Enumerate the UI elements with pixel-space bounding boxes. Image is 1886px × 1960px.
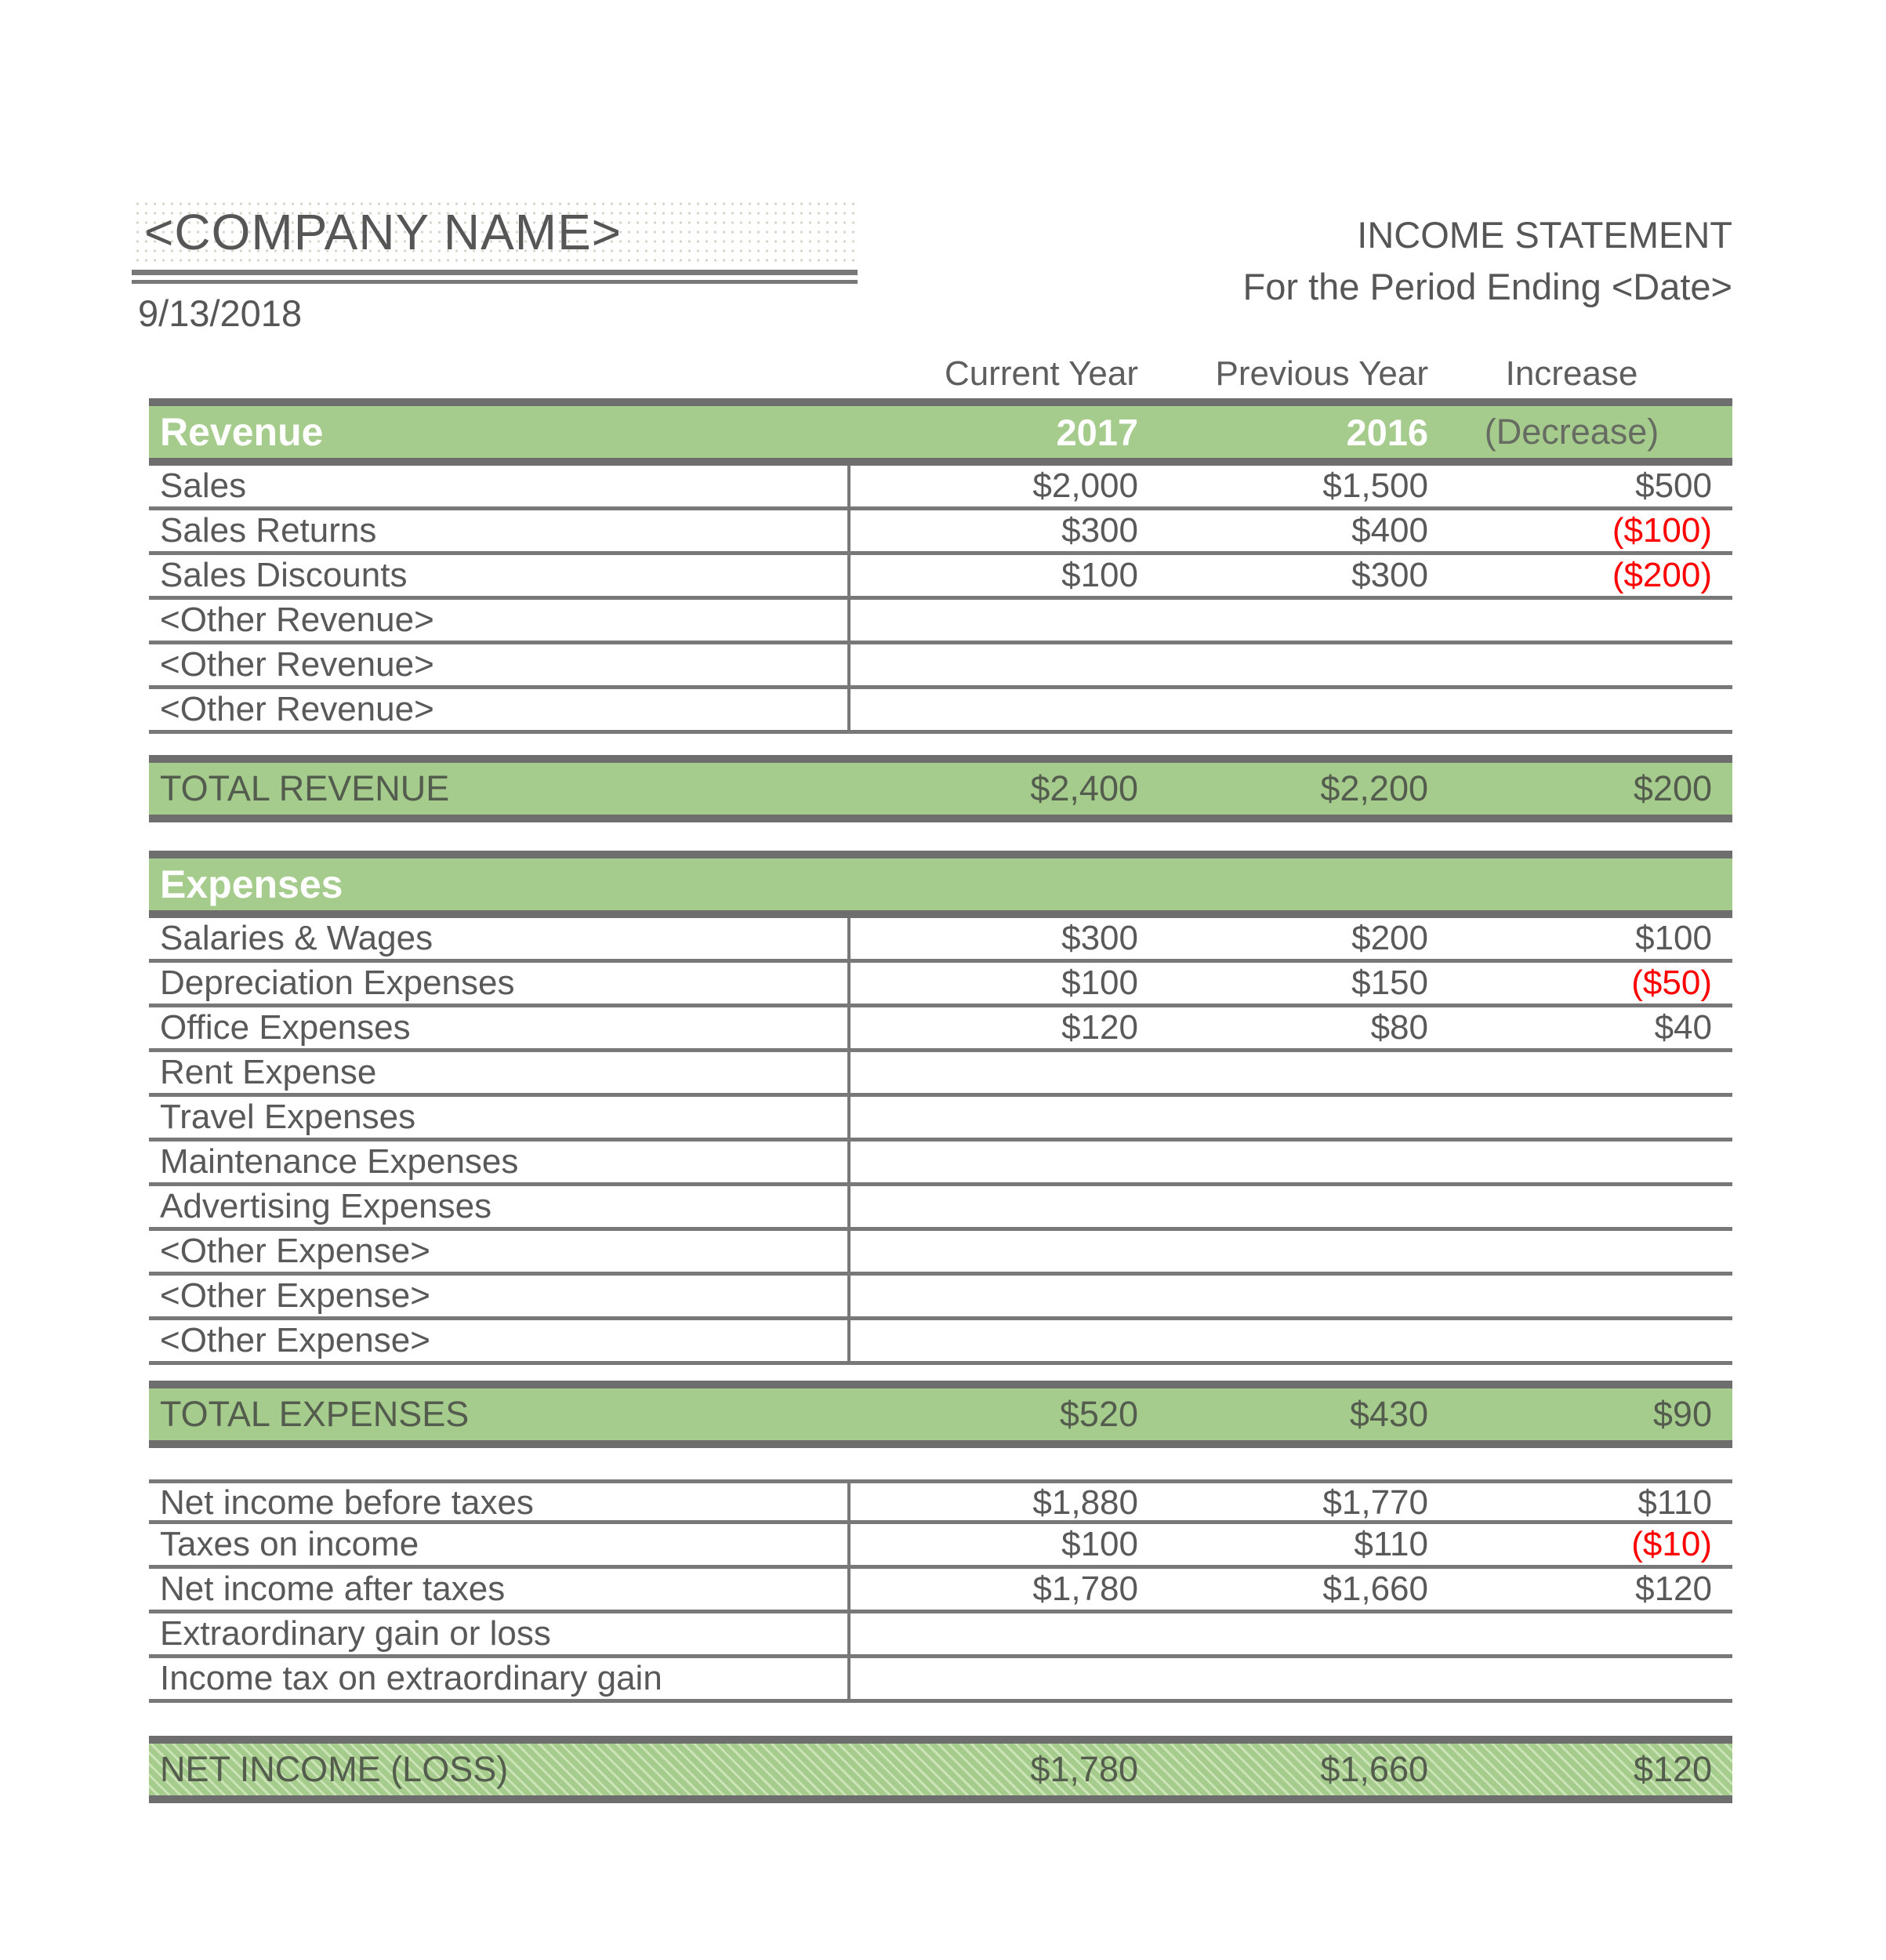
- section-gap: [149, 1365, 1732, 1381]
- cell-current: $1,780: [1032, 1570, 1138, 1608]
- cell-previous: $1,500: [1322, 466, 1428, 505]
- revenue-section-header: [149, 398, 1732, 466]
- cell-previous: $80: [1370, 1008, 1428, 1047]
- row-rent-expense: [149, 1052, 1732, 1097]
- column-header-current-year: Current Year: [944, 354, 1138, 393]
- cell-previous: $300: [1351, 556, 1428, 594]
- row-salaries-wages: [149, 918, 1732, 963]
- cell-change-negative: ($200): [1612, 556, 1712, 594]
- column-headers: [149, 354, 1732, 398]
- row-taxes-on-income: [149, 1524, 1732, 1569]
- document-subtitle: For the Period Ending <Date>: [1242, 266, 1732, 307]
- cell-previous: $200: [1351, 919, 1428, 957]
- cell-label: Rent Expense: [149, 1052, 851, 1093]
- cell-label: <Other Revenue>: [149, 644, 851, 685]
- section-title: Expenses: [160, 862, 343, 906]
- cell-change: $500: [1635, 466, 1712, 505]
- cell-previous: $400: [1351, 511, 1428, 550]
- expenses-section-header: [149, 851, 1732, 918]
- total-label: TOTAL REVENUE: [160, 768, 450, 808]
- cell-label: Extraordinary gain or loss: [149, 1613, 851, 1654]
- cell-label: <Other Expense>: [149, 1231, 851, 1272]
- row-net-income-before-taxes: [149, 1479, 1732, 1524]
- cell-label: Net income after taxes: [149, 1569, 851, 1610]
- cell-current: $1,880: [1032, 1483, 1138, 1522]
- cell-current: $2,000: [1032, 466, 1138, 505]
- row-income-tax-on-extraordinary-gain: [149, 1658, 1732, 1703]
- cell-previous: $1,660: [1322, 1570, 1428, 1608]
- section-title: Revenue: [160, 410, 324, 454]
- total-current: $520: [1059, 1394, 1138, 1434]
- row-sales: [149, 466, 1732, 510]
- header-rule-bottom: [132, 280, 858, 284]
- column-header-previous-year: Previous Year: [1215, 354, 1428, 393]
- net-income-change: $120: [1633, 1749, 1712, 1789]
- cell-previous: $110: [1354, 1525, 1428, 1563]
- cell-label: Income tax on extraordinary gain: [149, 1658, 851, 1699]
- column-header-increase: Increase: [1505, 354, 1638, 393]
- company-name: <COMPANY NAME>: [133, 199, 856, 265]
- row-other-expense-3: [149, 1320, 1732, 1365]
- row-maintenance-expenses: [149, 1142, 1732, 1186]
- cell-change: $110: [1638, 1483, 1712, 1522]
- document-title: INCOME STATEMENT: [1357, 214, 1732, 256]
- cell-label: Taxes on income: [149, 1524, 851, 1565]
- cell-current: $300: [1061, 919, 1138, 957]
- row-other-revenue-2: [149, 644, 1732, 689]
- section-gap: [149, 1703, 1732, 1736]
- cell-label: Travel Expenses: [149, 1097, 851, 1138]
- total-expenses-row: [149, 1381, 1732, 1448]
- row-travel-expenses: [149, 1097, 1732, 1142]
- row-office-expenses: [149, 1007, 1732, 1052]
- cell-label: Maintenance Expenses: [149, 1142, 851, 1182]
- section-gap: [149, 822, 1732, 851]
- section-gap: [149, 1448, 1732, 1479]
- total-previous: $2,200: [1320, 768, 1428, 808]
- cell-label: <Other Expense>: [149, 1320, 851, 1361]
- previous-year-value: 2016: [1346, 411, 1428, 453]
- cell-label: Depreciation Expenses: [149, 963, 851, 1004]
- cell-label: <Other Expense>: [149, 1276, 851, 1316]
- section-gap: [149, 734, 1732, 755]
- row-depreciation-expenses: [149, 963, 1732, 1007]
- cell-change-negative: ($100): [1612, 511, 1712, 550]
- net-income-row: [149, 1736, 1732, 1803]
- header-rule-top: [132, 270, 858, 275]
- cell-label: <Other Revenue>: [149, 689, 851, 730]
- net-income-label: NET INCOME (LOSS): [160, 1749, 509, 1789]
- cell-change: $100: [1635, 919, 1712, 957]
- row-sales-returns: [149, 510, 1732, 555]
- cell-change-negative: ($10): [1631, 1525, 1712, 1563]
- current-year-value: 2017: [1056, 411, 1138, 453]
- cell-label: Advertising Expenses: [149, 1186, 851, 1227]
- cell-change: $120: [1635, 1570, 1712, 1608]
- row-other-expense-1: [149, 1231, 1732, 1276]
- cell-label: Office Expenses: [149, 1007, 851, 1048]
- row-extraordinary-gain-or-loss: [149, 1613, 1732, 1658]
- row-net-income-after-taxes: [149, 1569, 1732, 1613]
- total-change: $90: [1652, 1394, 1712, 1434]
- row-other-expense-2: [149, 1276, 1732, 1320]
- cell-label: Net income before taxes: [149, 1483, 851, 1523]
- cell-previous: $1,770: [1322, 1483, 1428, 1522]
- total-current: $2,400: [1030, 768, 1138, 808]
- net-income-current: $1,780: [1030, 1749, 1138, 1789]
- row-other-revenue-3: [149, 689, 1732, 734]
- total-previous: $430: [1349, 1394, 1428, 1434]
- total-change: $200: [1633, 768, 1712, 808]
- cell-label: Sales Returns: [149, 510, 851, 551]
- total-label: TOTAL EXPENSES: [160, 1394, 470, 1434]
- net-income-previous: $1,660: [1320, 1749, 1428, 1789]
- cell-label: Salaries & Wages: [149, 918, 851, 959]
- statement-date: 9/13/2018: [138, 292, 303, 334]
- cell-current: $120: [1061, 1008, 1138, 1047]
- cell-change: $40: [1654, 1008, 1712, 1047]
- column-header-decrease: (Decrease): [1484, 412, 1659, 452]
- cell-change-negative: ($50): [1631, 964, 1712, 1002]
- statement-table: [149, 354, 1732, 1803]
- cell-current: $100: [1061, 1525, 1138, 1563]
- cell-current: $100: [1061, 964, 1138, 1002]
- total-revenue-row: [149, 755, 1732, 822]
- cell-current: $300: [1061, 511, 1138, 550]
- cell-previous: $150: [1351, 964, 1428, 1002]
- row-advertising-expenses: [149, 1186, 1732, 1231]
- row-other-revenue-1: [149, 600, 1732, 644]
- cell-label: Sales Discounts: [149, 555, 851, 596]
- cell-label: Sales: [149, 466, 851, 506]
- row-sales-discounts: [149, 555, 1732, 600]
- cell-current: $100: [1061, 556, 1138, 594]
- cell-label: <Other Revenue>: [149, 600, 851, 641]
